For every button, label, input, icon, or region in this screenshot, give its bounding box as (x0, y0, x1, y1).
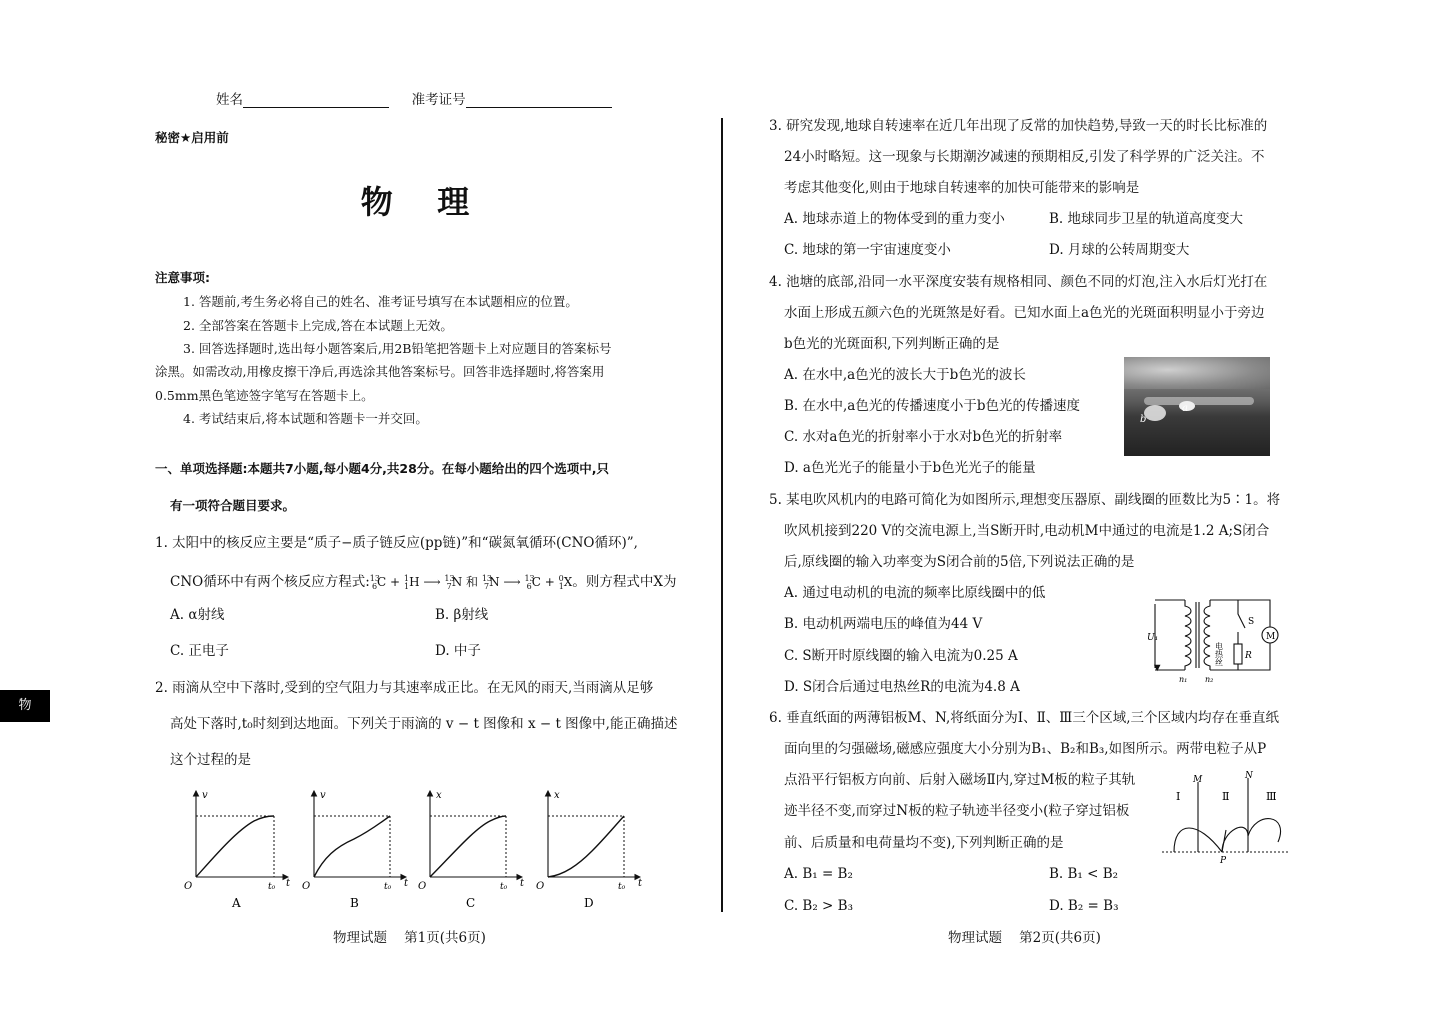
column-divider (721, 118, 723, 912)
pond-photo (1124, 357, 1270, 456)
diagram-region-3: Ⅲ (1266, 790, 1277, 803)
q4-option-c: C. 水对a色光的折射率小于水对b色光的折射率 (784, 429, 1063, 445)
q2-graphs (180, 785, 660, 913)
q1-line1: 1. 太阳中的核反应主要是“质子−质子链反应(pp链)”和“碳氮氧循环(CNO循环)”, (155, 535, 638, 551)
note-item-3-cont: 涂黑。如需改动,用橡皮擦干净后,再选涂其他答案标号。回答非选择题时,将答案用 (155, 364, 605, 379)
graph-a-origin: O (184, 881, 193, 892)
graph-a-x-label: t (286, 878, 291, 889)
exam-id-underline (466, 93, 612, 108)
q2-line3: 这个过程的是 (170, 752, 251, 768)
q6-line4: 迹半径不变,而穿过N板的粒子轨迹半径变小(粒子穿过铝板 (784, 803, 1130, 819)
q6-option-d: D. B₂ = B₃ (1049, 898, 1119, 914)
circuit-n2: n₂ (1205, 675, 1214, 684)
q1-line2-post: 。则方程式中X为 (572, 574, 677, 590)
note-item-2: 2. 全部答案在答题卡上完成,答在本试题上无效。 (183, 318, 453, 333)
page-title: 物 理 (360, 183, 470, 221)
graph-c-x-label: t (520, 878, 525, 889)
graph-c-curve (430, 816, 506, 877)
q4-line3: b色光的光斑面积,下列判断正确的是 (784, 336, 1000, 352)
q1-option-a: A. α射线 (170, 607, 225, 623)
graph-c-t0: t₀ (500, 882, 508, 892)
notes-heading: 注意事项: (155, 270, 210, 285)
q6-option-b: B. B₁ < B₂ (1049, 866, 1119, 882)
graph-d-label: D (584, 896, 594, 910)
q1-line2-pre: CNO循环中有两个核反应方程式: (170, 574, 370, 590)
footer-right: 物理试题 第2页(共6页) (948, 930, 1101, 946)
note-item-3: 3. 回答选择题时,选出每小题答案后,用2B铅笔把答题卡上对应题目的答案标号 (183, 341, 612, 356)
q3-option-a: A. 地球赤道上的物体受到的重力变小 (784, 211, 1005, 227)
photo-label-a: a (1182, 403, 1188, 414)
circuit-s: S (1248, 617, 1255, 627)
name-field (216, 92, 612, 108)
graph-d-y-label: x (554, 790, 560, 801)
circuit-n1: n₁ (1179, 675, 1188, 684)
q5-option-c: C. S断开时原线圈的输入电流为0.25 A (784, 648, 1018, 664)
q3-option-c: C. 地球的第一宇宙速度变小 (784, 242, 951, 258)
q6-line1: 6. 垂直纸面的两薄铝板M、N,将纸面分为Ⅰ、Ⅱ、Ⅲ三个区域,三个区域内均存在垂直纸 (769, 710, 1280, 726)
q6-option-c: C. B₂ > B₃ (784, 898, 853, 914)
graph-c (418, 790, 525, 910)
subject-side-tab: 物 (0, 690, 50, 722)
secret-mark: 秘密★启用前 (155, 130, 229, 145)
note-item-1: 1. 答题前,考生务必将自己的姓名、准考证号填写在本试题相应的位置。 (183, 294, 578, 309)
graph-c-origin: O (418, 881, 427, 892)
diagram-region-2: Ⅱ (1222, 790, 1230, 803)
diagram-region-1: Ⅰ (1176, 790, 1181, 803)
q6-field-diagram (1160, 770, 1292, 866)
q5-option-d: D. S闭合后通过电热丝R的电流为4.8 A (784, 679, 1020, 695)
q6-line3: 点沿平行铝板方向前、后射入磁场Ⅱ内,穿过M板的粒子其轨 (784, 772, 1136, 788)
q4-option-b: B. 在水中,a色光的传播速度小于b色光的传播速度 (784, 398, 1080, 414)
q6-option-a: A. B₁ = B₂ (784, 866, 853, 882)
q4-option-a: A. 在水中,a色光的波长大于b色光的波长 (784, 367, 1026, 383)
graph-b-y-label: v (320, 790, 326, 801)
diagram-n: N (1245, 771, 1253, 781)
q4-line1: 4. 池塘的底部,沿同一水平深度安装有规格相同、颜色不同的灯泡,注入水后灯光打在 (769, 274, 1268, 290)
q1-option-b: B. β射线 (435, 607, 489, 623)
nuclear-equation: $^{13}_6$C + $^1_1$H ⟶ $^{13}_7$N 和 $^{13}_7$N ⟶ $^{13}_6$C + $^0_1$X (369, 574, 573, 592)
name-underline (243, 93, 389, 108)
q3-option-d: D. 月球的公转周期变大 (1049, 242, 1190, 258)
footer-left: 物理试题 第1页(共6页) (333, 930, 486, 946)
q1-option-c: C. 正电子 (170, 643, 229, 659)
q2-line2: 高处下落时,t₀时刻到达地面。下列关于雨滴的 v − t 图像和 x − t 图像中,能正确描述 (170, 716, 678, 732)
graph-b-origin: O (302, 881, 311, 892)
q5-option-b: B. 电动机两端电压的峰值为44 V (784, 616, 983, 632)
q1-option-d: D. 中子 (435, 643, 481, 659)
graph-b (302, 790, 409, 910)
circuit-m: M (1266, 632, 1276, 642)
graph-c-label: C (466, 896, 476, 910)
graph-a-curve (196, 816, 274, 877)
q5-line2: 吹风机接到220 V的交流电源上,当S断开时,电动机M中通过的电流是1.2 A;S闭合 (784, 523, 1270, 539)
q2-line1: 2. 雨滴从空中下落时,受到的空气阻力与其速率成正比。在无风的雨天,当雨滴从足够 (155, 680, 654, 696)
graph-b-t0: t₀ (384, 882, 392, 892)
q5-option-a: A. 通过电动机的电流的频率比原线圈中的低 (784, 585, 1046, 601)
q4-line2: 水面上形成五颜六色的光斑煞是好看。已知水面上a色光的光斑面积明显小于旁边 (784, 305, 1265, 321)
graph-a (184, 790, 291, 910)
section1-heading-cont: 有一项符合题目要求。 (170, 498, 296, 513)
graph-c-y-label: x (436, 790, 442, 801)
q4-option-d: D. a色光光子的能量小于b色光光子的能量 (784, 460, 1036, 476)
q5-line1: 5. 某电吹风机内的电路可简化为如图所示,理想变压器原、副线圈的匝数比为5∶1。将 (769, 492, 1281, 508)
graph-d-x-label: t (638, 878, 643, 889)
note-item-3-end: 0.5mm黑色笔迹签字笔写在答题卡上。 (155, 388, 374, 403)
q3-line3: 考虑其他变化,则由于地球自转速率的加快可能带来的影响是 (784, 180, 1140, 196)
q6-line5: 前、后质量和电荷量均不变),下列判断正确的是 (784, 835, 1064, 851)
section1-heading: 一、单项选择题:本题共7小题,每小题4分,共28分。在每小题给出的四个选项中,只 (155, 461, 610, 476)
photo-label-b: b (1140, 414, 1147, 425)
diagram-m: M (1193, 775, 1203, 785)
note-item-4: 4. 考试结束后,将本试题和答题卡一并交回。 (183, 411, 428, 426)
graph-a-label: A (232, 896, 241, 910)
graph-b-x-label: t (404, 878, 409, 889)
q3-line2: 24小时略短。这一现象与长期潮汐减速的预期相反,引发了科学界的广泛关注。不 (784, 149, 1265, 165)
graph-d (536, 790, 643, 910)
circuit-heater: 电热丝 (1214, 642, 1224, 666)
q5-line3: 后,原线圈的输入功率变为S闭合前的5倍,下列说法正确的是 (784, 554, 1135, 570)
graph-d-curve (548, 816, 624, 877)
circuit-r: R (1245, 651, 1252, 661)
graph-d-origin: O (536, 881, 545, 892)
q5-circuit (1145, 592, 1285, 684)
graph-a-t0: t₀ (268, 882, 276, 892)
exam-id-label: 准考证号 (411, 92, 466, 108)
graph-d-t0: t₀ (618, 882, 626, 892)
circuit-u1: U₁ (1147, 633, 1159, 643)
q1-line2 (170, 571, 676, 595)
q6-line2: 面向里的匀强磁场,磁感应强度大小分别为B₁、B₂和B₃,如图所示。两带电粒子从P (784, 741, 1267, 757)
name-label: 姓名 (216, 92, 243, 108)
graph-a-y-label: v (202, 790, 208, 801)
diagram-p: P (1220, 856, 1227, 866)
q3-line1: 3. 研究发现,地球自转速率在近几年出现了反常的加快趋势,导致一天的时长比标准的 (769, 118, 1268, 134)
graph-b-label: B (350, 896, 359, 910)
q3-option-b: B. 地球同步卫星的轨道高度变大 (1049, 211, 1244, 227)
graph-b-curve (314, 816, 390, 877)
